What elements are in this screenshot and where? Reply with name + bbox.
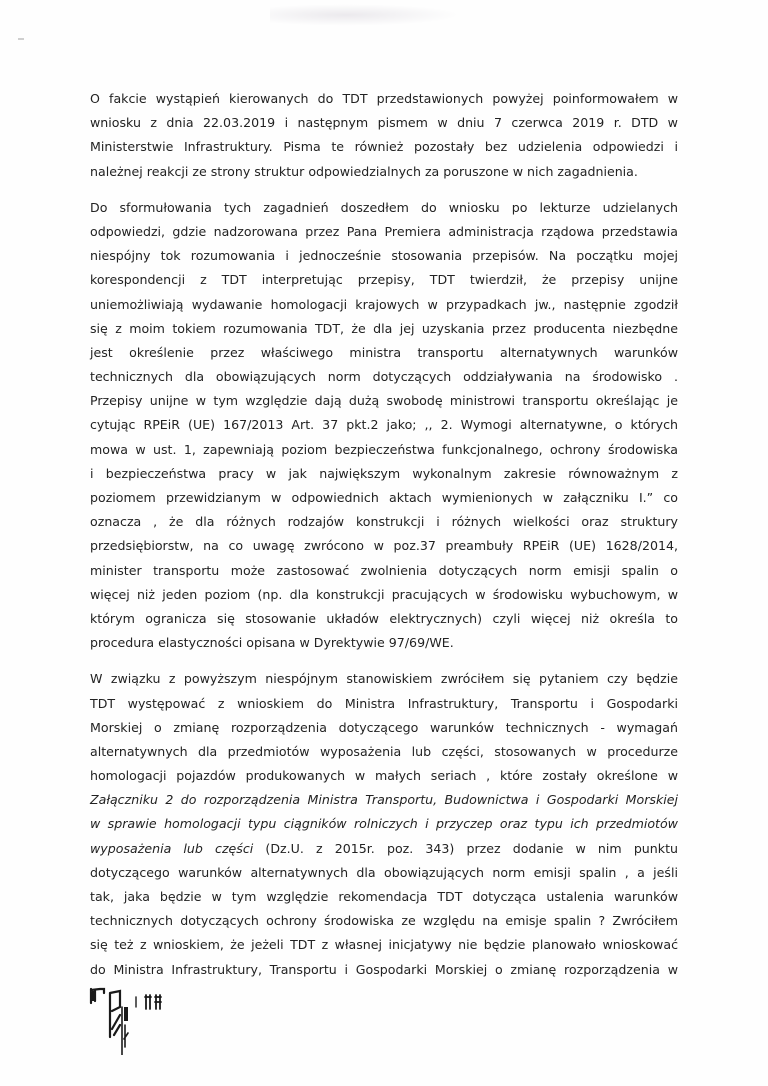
text-line: uniemożliwiają wydawanie homologacji krajowych w przypadkach jw., następnie zgodził: [90, 296, 678, 312]
text-line: dotyczącego warunków alternatywnych dla obowiązujących norm emisji spalin , a jeśli: [90, 864, 678, 880]
text-line: jest określenie przez właściwego ministra transportu alternatywnych warunków: [90, 344, 678, 360]
text-line: się z moim tokiem rozumowania TDT, że dla jej uzyskania przez producenta niezbędne: [90, 320, 678, 336]
document-body: [90, 87, 678, 994]
text-line: Morskiej o zmianę rozporządzenia dotyczącego warunków technicznych - wymagań: [90, 719, 678, 735]
text-line: więcej niż jeden poziom (np. dla konstrukcji pracujących w środowisku wybuchowym, w: [90, 586, 678, 602]
text-line-italic: [90, 788, 678, 812]
text-line: tak, jaka będzie w tym względzie rekomendacja TDT dotycząca ustalenia warunków: [90, 889, 678, 904]
normal-text: (Dz.U. z 2015r. poz. 343) przez dodanie w nim punktu: [253, 840, 678, 856]
text-line: O fakcie wystąpień kierowanych do TDT przedstawionych powyżej poinformowałem w: [90, 91, 678, 106]
text-line: minister transportu może zastosować zwolnienia dotyczących norm emisji spalin o: [90, 562, 678, 578]
text-line: należnej reakcji ze strony struktur odpowiedzialnych za poruszone w nich zagadnienia.: [90, 163, 638, 179]
text-line: cytując RPEiR (UE) 167/2013 Art. 37 pkt.2 jako; ,, 2. Wymogi alternatywne, o których: [90, 417, 678, 433]
text-line: homologacji pojazdów produkowanych w małych seriach , które zostały określone w: [90, 768, 678, 784]
text-line: W związku z powyższym niespójnym stanowiskiem zwróciłem się pytaniem czy będzie: [90, 671, 678, 687]
text-line-mixed: [90, 837, 678, 861]
italic-text: w sprawie homologacji typu ciągników rolniczych i przyczep oraz typu ich przedmiotów: [90, 816, 678, 832]
text-line: mowa w ust. 1, zapewniają poziom bezpieczeństwa funkcjonalnego, ochrony środowiska: [90, 441, 678, 457]
text-line: się też z wnioskiem, że jeżeli TDT z własnej inicjatywy nie będzie planowało wnioskować: [90, 937, 678, 953]
text-line: Do sformułowania tych zagadnień doszedłem do wniosku po lekturze udzielanych: [90, 199, 678, 215]
text-line: wniosku z dnia 22.03.2019 i następnym pismem w dniu 7 czerwca 2019 r. DTD w: [90, 115, 678, 131]
text-line: przedsiębiorstw, na co uwagę zwrócono w poz.37 preambuły RPEiR (UE) 1628/2014,: [90, 538, 678, 554]
text-line: którym ogranicza się stosowanie układów elektrycznych) czyli więcej niż określa to: [90, 610, 678, 626]
text-line: niespójny tok rozumowania i jednocześnie stosowania przepisów. Na początku mojej: [90, 248, 678, 264]
text-line: korespondencji z TDT interpretując przepisy, TDT twierdził, że przepisy unijne: [90, 272, 678, 288]
scan-speck: [18, 38, 24, 40]
paragraph-2: [90, 196, 678, 656]
text-line: i bezpieczeństwa pracy w jak największym wykonalnym zakresie równoważnym z: [90, 465, 678, 481]
text-line: technicznych dla obowiązujących norm dotyczących oddziaływania na środowisko .: [90, 369, 678, 385]
text-line: poziomem przewidzianym w odpowiednich aktach wymienionych w załączniku I.” co: [90, 490, 678, 505]
text-line: oznacza , że dla różnych rodzajów konstrukcji i różnych wielkości oraz struktury: [90, 514, 678, 530]
text-line: Ministerstwie Infrastruktury. Pisma te również pozostały bez udzielenia odpowiedzi i: [90, 139, 678, 155]
paragraph-1: [90, 87, 678, 184]
scan-smudge: [270, 4, 460, 26]
text-line: procedura elastyczności opisana w Dyrektywie 97/69/WE.: [90, 635, 454, 651]
text-line: do Ministra Infrastruktury, Transportu i Gospodarki Morskiej o zmianę rozporządzenia w: [90, 961, 678, 977]
text-line: technicznych dotyczących ochrony środowiska ze względu na emisje spalin ? Zwróciłem: [90, 913, 678, 929]
italic-text: wyposażenia lub części: [90, 840, 254, 856]
text-line: alternatywnych dla przedmiotów wyposażenia lub części, stosowanych w procedurze: [90, 743, 678, 759]
text-line: odpowiedzi, gdzie nadzorowana przez Pana Premiera administracja rządowa przedstawia: [90, 223, 678, 239]
text-line: Przepisy unijne w tym względzie dają dużą swobodę ministrowi transportu określając je: [90, 393, 678, 409]
italic-text: Załączniku 2 do rozporządzenia Ministra Transportu, Budownictwa i Gospodarki Morskiej: [90, 792, 678, 808]
text-line-italic: [90, 812, 678, 836]
paragraph-3: [90, 667, 678, 981]
handwritten-initials: [88, 985, 178, 1055]
text-line: TDT występować z wnioskiem do Ministra Infrastruktury, Transportu i Gospodarki: [90, 695, 678, 711]
